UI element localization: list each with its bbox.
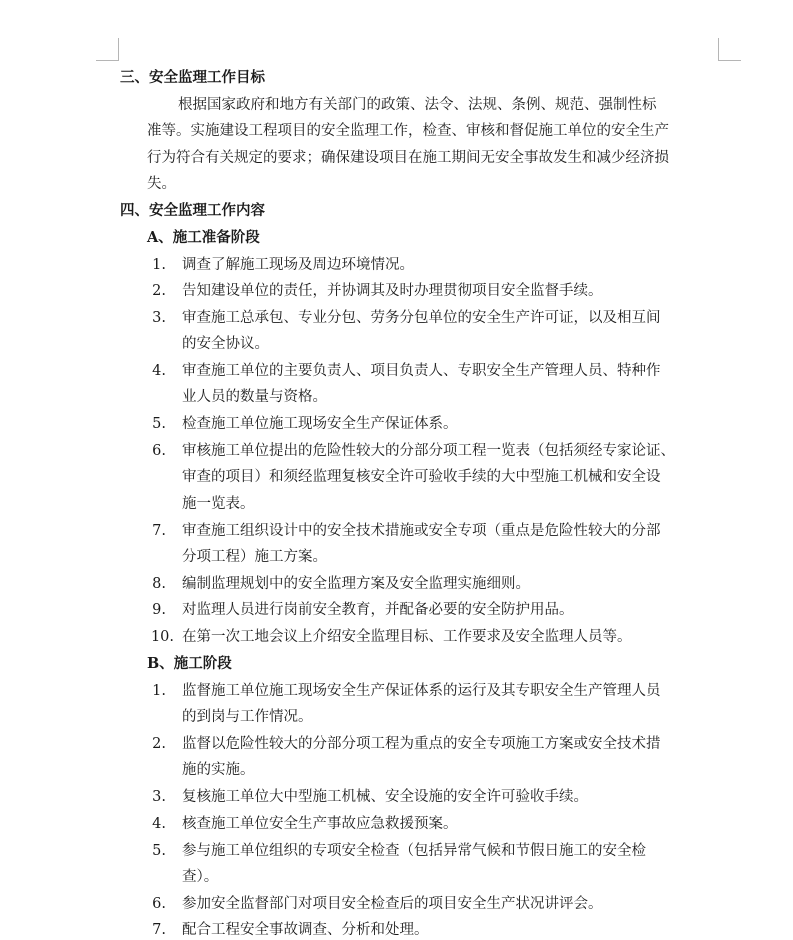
section-heading-content: 四、安全监理工作内容 — [120, 202, 265, 219]
list-item-number: 9. — [152, 602, 166, 618]
subsection-heading-construction: B、施工阶段 — [147, 655, 232, 672]
list-item-number: 2. — [152, 736, 166, 752]
list-item: 审查施工组织设计中的安全技术措施或安全专项（重点是危险性较大的分部 — [182, 523, 661, 539]
list-item: 参与施工单位组织的专项安全检查（包括异常气候和节假日施工的安全检 — [182, 843, 646, 859]
list-item: 调查了解施工现场及周边环境情况。 — [182, 257, 414, 273]
list-item-number: 10. — [150, 629, 174, 645]
paragraph-line: 根据国家政府和地方有关部门的政策、法令、法规、条例、规范、强制性标 — [178, 97, 657, 113]
paragraph-line: 行为符合有关规定的要求；确保建设项目在施工期间无安全事故发生和减少经济损 — [147, 150, 669, 166]
list-item-continuation: 施一览表。 — [182, 496, 255, 512]
paragraph-line: 准等。实施建设工程项目的安全监理工作，检查、审核和督促施工单位的安全生产 — [147, 123, 669, 139]
list-item-continuation: 业人员的数量与资格。 — [182, 389, 327, 405]
list-item: 核查施工单位安全生产事故应急救援预案。 — [182, 816, 458, 832]
list-item-continuation: 施的实施。 — [182, 762, 255, 778]
paragraph-line: 失。 — [147, 176, 176, 192]
list-item-number: 3. — [152, 789, 166, 805]
list-item: 监督以危险性较大的分部分项工程为重点的安全专项施工方案或安全技术措 — [182, 736, 661, 752]
list-item-number: 7. — [152, 922, 166, 938]
crop-mark-left — [96, 38, 119, 61]
list-item-number: 6. — [152, 443, 166, 459]
list-item-number: 3. — [152, 310, 166, 326]
list-item: 监督施工单位施工现场安全生产保证体系的运行及其专职安全生产管理人员 — [182, 683, 661, 699]
list-item-number: 4. — [152, 363, 166, 379]
list-item-number: 1. — [152, 257, 166, 273]
list-item-number: 2. — [152, 283, 166, 299]
list-item-continuation: 的到岗与工作情况。 — [182, 709, 313, 725]
list-item: 参加安全监督部门对项目安全检查后的项目安全生产状况讲评会。 — [182, 896, 603, 912]
list-item: 配合工程安全事故调查、分析和处理。 — [182, 922, 429, 938]
list-item: 在第一次工地会议上介绍安全监理目标、工作要求及安全监理人员等。 — [182, 629, 632, 645]
subsection-heading-prep: A、施工准备阶段 — [147, 229, 260, 246]
crop-mark-right — [718, 38, 741, 61]
section-heading-goals: 三、安全监理工作目标 — [120, 69, 265, 86]
list-item-continuation: 分项工程）施工方案。 — [182, 549, 327, 565]
list-item-number: 8. — [152, 576, 166, 592]
list-item: 检查施工单位施工现场安全生产保证体系。 — [182, 416, 458, 432]
list-item-number: 4. — [152, 816, 166, 832]
list-item: 审核施工单位提出的危险性较大的分部分项工程一览表（包括须经专家论证、 — [182, 443, 675, 459]
list-item: 编制监理规划中的安全监理方案及安全监理实施细则。 — [182, 576, 530, 592]
list-item-number: 5. — [152, 843, 166, 859]
list-item: 审查施工单位的主要负责人、项目负责人、专职安全生产管理人员、特种作 — [182, 363, 661, 379]
list-item-number: 7. — [152, 523, 166, 539]
list-item: 复核施工单位大中型施工机械、安全设施的安全许可验收手续。 — [182, 789, 588, 805]
list-item: 审查施工总承包、专业分包、劳务分包单位的安全生产许可证，以及相互间 — [182, 310, 661, 326]
list-item-number: 5. — [152, 416, 166, 432]
list-item-continuation: 审查的项目）和须经监理复核安全许可验收手续的大中型施工机械和安全设 — [182, 469, 661, 485]
list-item-number: 1. — [152, 683, 166, 699]
list-item-continuation: 的安全协议。 — [182, 336, 269, 352]
list-item: 告知建设单位的责任，并协调其及时办理贯彻项目安全监督手续。 — [182, 283, 603, 299]
list-item: 对监理人员进行岗前安全教育，并配备必要的安全防护用品。 — [182, 602, 574, 618]
list-item-number: 6. — [152, 896, 166, 912]
list-item-continuation: 查）。 — [182, 869, 219, 885]
